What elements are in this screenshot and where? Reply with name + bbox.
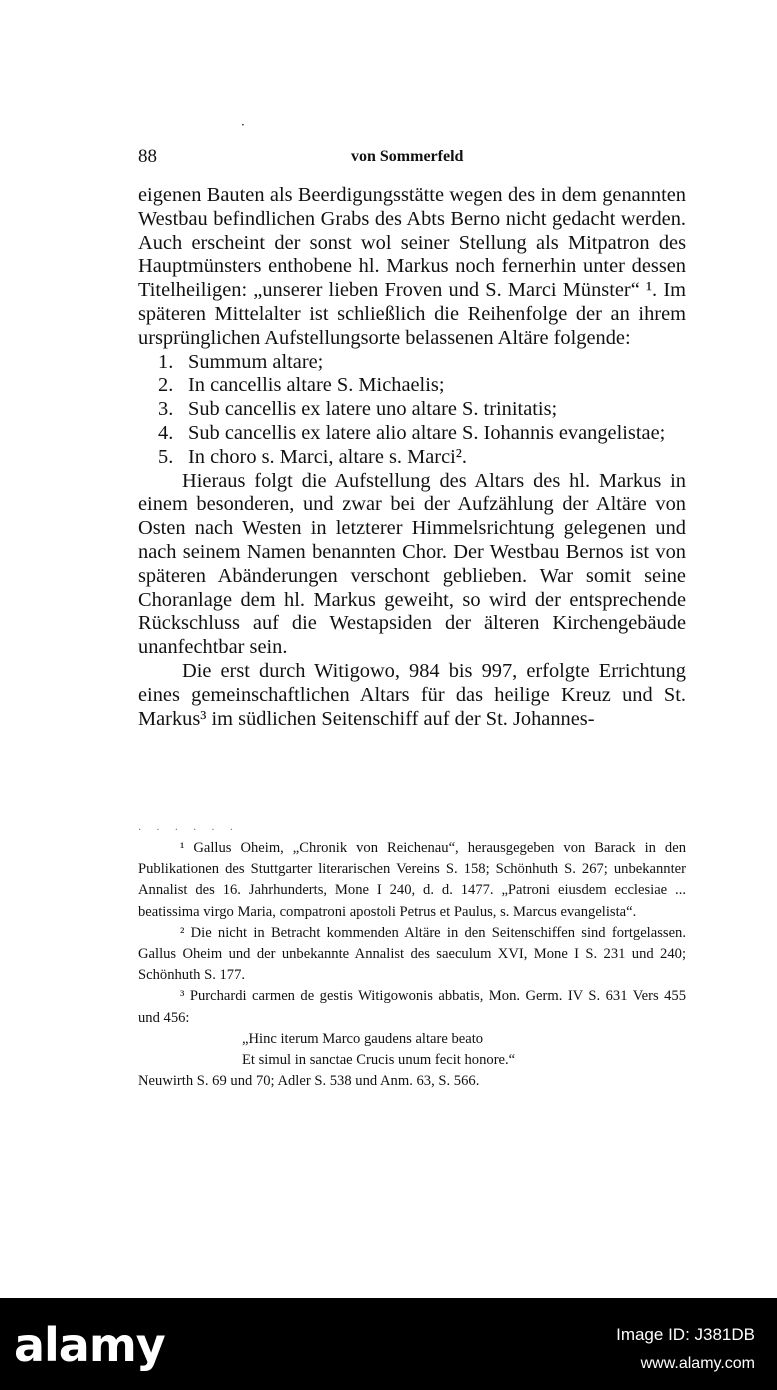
footnote-2: ² Die nicht in Betracht kommenden Altäre in den Seitenschiffen sind fortgelassen. Gallus Oheim und der unbekannte Annalist des saeculum XVI, Mone I S. 231 und 240; Schönhuth S. 177.: [138, 924, 686, 984]
main-text: [138, 184, 686, 731]
footnotes: [138, 838, 686, 1092]
paragraph-3: Die erst durch Witigowo, 984 bis 997, erfolgte Errichtung eines gemeinschaftlichen Altars für das heilige Kreuz und St. Markus³ im südlichen Seitenschiff auf der St. Johannes-: [138, 659, 686, 730]
list-text: Summum altare;: [188, 350, 324, 373]
list-number: 5.: [158, 445, 174, 468]
list-number: 1.: [158, 350, 174, 373]
list-item: [138, 351, 686, 375]
list-text: In cancellis altare S. Michaelis;: [188, 374, 445, 397]
site-url: www.alamy.com: [640, 1355, 755, 1372]
list-item: [138, 374, 686, 398]
paragraph-1: eigenen Bauten als Beerdigungsstätte wegen des in dem genannten Westbau befindlichen Grabs des Abts Berno nicht gedacht werden. Auch erscheint der sonst wol seiner Stellung als Mitpatron des Hauptmünsters enthobene hl. Markus noch fernerhin unter dessen Titelheiligen: „unserer lieben Froven und S. Marci Münster“ ¹. Im späteren Mittelalter ist schließlich die Reihenfolge der an ihrem ursprünglichen Aufstellungsorte belassenen Altäre folgende:: [138, 184, 686, 349]
list-item: [138, 398, 686, 422]
footnote-3-continuation: Neuwirth S. 69 und 70; Adler S. 538 und Anm. 63, S. 566.: [138, 1073, 480, 1090]
verse-line-1: „Hinc iterum Marco gaudens altare beato: [242, 1030, 484, 1047]
list-text: Sub cancellis ex latere uno altare S. trinitatis;: [188, 398, 558, 421]
list-number: 2.: [158, 374, 174, 397]
list-number: 3.: [158, 398, 174, 421]
speck-mark: ·: [241, 118, 245, 132]
list-text: Sub cancellis ex latere alio altare S. Iohannis evangelistae;: [188, 421, 666, 444]
list-item: [138, 446, 686, 470]
running-title: von Sommerfeld: [351, 148, 464, 165]
list-text: In choro s. Marci, altare s. Marci².: [188, 445, 468, 468]
page-header: [138, 146, 686, 170]
footnote-1: ¹ Gallus Oheim, „Chronik von Reichenau“, herausgegeben von Barack in den Publikationen des Stuttgarter literarischen Vereins S. 158; Schönhuth S. 267; unbekannter Annalist des 16. Jahrhunderts, Mone I 240, d. d. 1477. „Patroni eiusdem ecclesiae ... beatissima virgo Maria, compatroni apostoli Petrus et Paulus, s. Marcus evangelista“.: [138, 840, 686, 920]
footnote-separator: . . . . . .: [138, 822, 239, 833]
verse-line-2: Et simul in sanctae Crucis unum fecit honore.“: [242, 1052, 516, 1069]
page-number: 88: [138, 146, 157, 167]
footnote-3: ³ Purchardi carmen de gestis Witigowonis abbatis, Mon. Germ. IV S. 631 Vers 455 und 456:: [138, 988, 686, 1026]
list-item: [138, 422, 686, 446]
alamy-logo: alamy: [14, 1318, 165, 1372]
paragraph-2: Hieraus folgt die Aufstellung des Altars des hl. Markus in einem besonderen, und zwar bei der Aufzählung der Altäre von Osten nach Westen in letzterer Himmelsrichtung gelegenen und nach seinem Namen benannten Chor. Der Westbau Bernos ist von späteren Abänderungen verschont geblieben. War somit seine Choranlage dem hl. Markus geweiht, so wird der entsprechende Rückschluss auf die Westapsiden der älteren Kirchengebäude unanfechtbar sein.: [138, 469, 686, 659]
list-number: 4.: [158, 421, 174, 444]
image-id: Image ID: J381DB: [616, 1325, 755, 1344]
